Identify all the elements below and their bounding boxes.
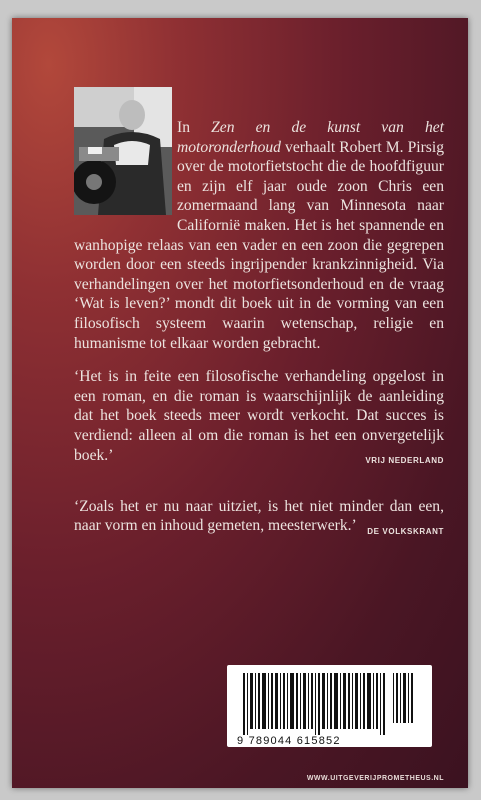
blurb-prefix: In <box>177 119 212 136</box>
review-source-2: DE VOLKSKRANT <box>367 526 444 536</box>
book-title: Zen en de kunst van het motoronderhoud <box>177 119 444 156</box>
barcode-icon <box>243 673 415 735</box>
review-quote-1-text: ‘Het is in feite een filosofische verhandeling opgelost in een roman, en die roman is waarschijnlijk de aanleiding dat het boek steeds meer wordt verkocht. Dat succes is verdiend: alleen al om die roman is het een onvergetelijk boek.’ <box>74 368 444 464</box>
publisher-url: WWW.UITGEVERIJPROMETHEUS.NL <box>306 775 444 782</box>
review-source-1: VRIJ NEDERLAND <box>365 456 444 466</box>
blurb-paragraph <box>74 118 444 353</box>
back-cover-text <box>74 118 444 541</box>
blurb-body: verhaalt Robert M. Pirsig over de motorfietstocht die de hoofdfiguur en zijn elf jaar oude zoon Chris een zomermaand lang van Minnesota naar Californië maken. Het is het spannende en wanhopige relaas van een vader en een zoon die gegrepen worden door een steeds ingrijpender krankzinnigheid. Via verhandelingen over het motorfietsonderhoud en de vraag ‘Wat is leven?’ mondt dit boek uit in de vorming van een filosofisch systeem waarin wetenschap, religie en humanisme tot elkaar worden gebracht. <box>74 138 444 352</box>
barcode-label <box>227 665 432 747</box>
review-quote-2-text: ‘Zoals het er nu naar uitziet, is het niet minder dan een, naar vorm en inhoud gemeten, meesterwerk.’ <box>74 497 444 535</box>
isbn-number: 9 789044 615852 <box>237 735 341 747</box>
photo-spacer <box>74 118 177 231</box>
